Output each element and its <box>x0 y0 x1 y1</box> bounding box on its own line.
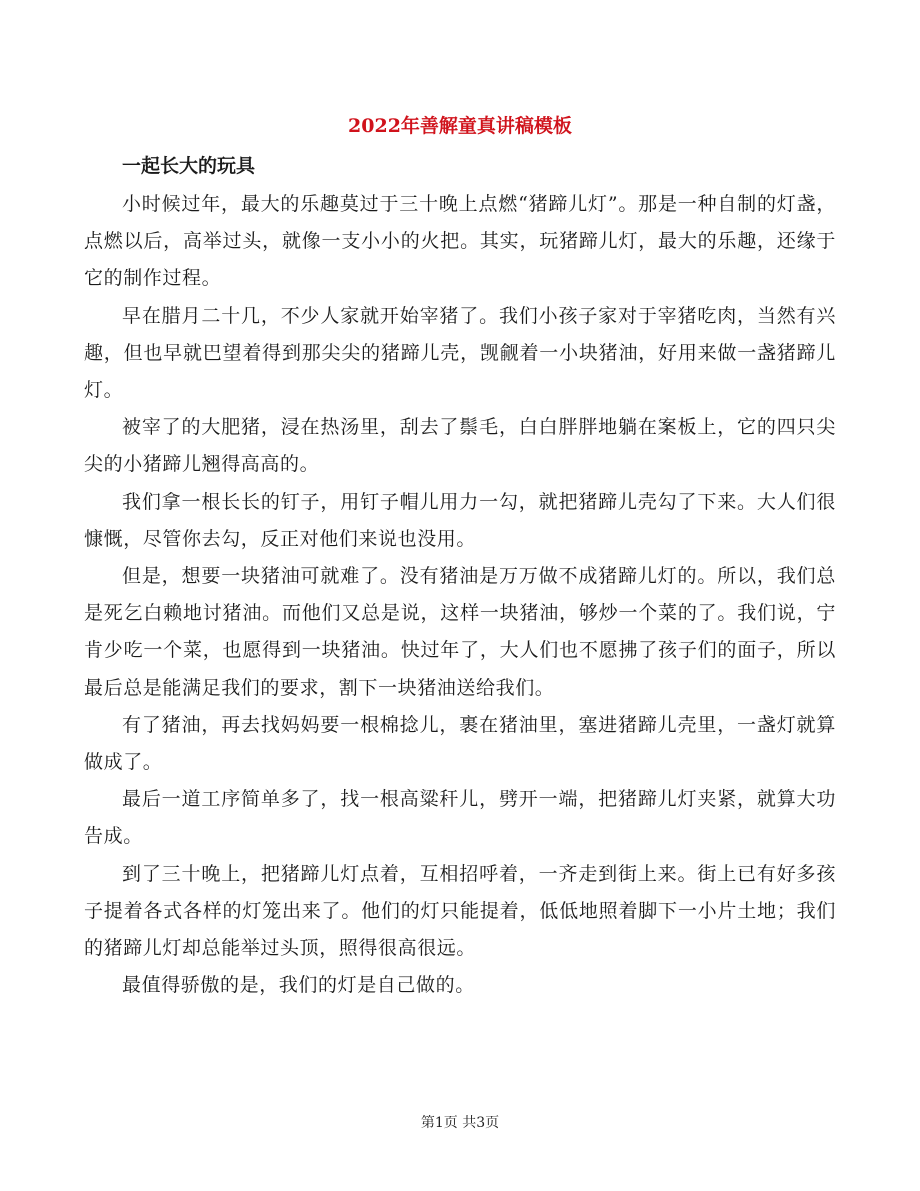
section-heading: 一起长大的玩具 <box>122 155 256 177</box>
paragraph: 小时候过年，最大的乐趣莫过于三十晚上点燃“猪蹄儿灯”。那是一种自制的灯盏，点燃以后，高举过头，就像一支小小的火把。其实，玩猪蹄儿灯，最大的乐趣，还缘于它的制作过程。 <box>84 193 836 290</box>
paragraph: 最后一道工序简单多了，找一根高粱秆儿，劈开一端，把猪蹄儿灯夹紧，就算大功告成。 <box>84 788 836 848</box>
paragraph: 最值得骄傲的是，我们的灯是自己做的。 <box>122 974 475 997</box>
paragraph: 有了猪油，再去找妈妈要一根棉捻儿，裹在猪油里，塞进猪蹄儿壳里，一盏灯就算做成了。 <box>84 713 836 774</box>
paragraph: 早在腊月二十几，不少人家就开始宰猪了。我们小孩子家对于宰猪吃肉，当然有兴趣，但也早就巴望着得到那尖尖的猪蹄儿壳，觊觎着一小块猪油，好用来做一盏猪蹄儿灯。 <box>84 304 836 402</box>
paragraph: 到了三十晚上，把猪蹄儿灯点着，互相招呼着，一齐走到街上来。街上已有好多孩子提着各式各样的灯笼出来了。他们的灯只能提着，低低地照着脚下一小片土地；我们的猪蹄儿灯却总能举过头顶，照得很高很远。 <box>84 862 836 960</box>
paragraph: 被宰了的大肥猪，浸在热汤里，刮去了鬃毛，白白胖胖地躺在案板上，它的四只尖尖的小猪蹄儿翘得高高的。 <box>84 416 836 476</box>
document-body <box>84 186 836 1004</box>
document-title: 2022年善解童真讲稿模板 <box>348 115 572 137</box>
paragraph: 我们拿一根长长的钉子，用钉子帽儿用力一勾，就把猪蹄儿壳勾了下来。大人们很慷慨，尽管你去勾，反正对他们来说也没用。 <box>84 490 836 550</box>
page-footer: 第1页 共3页 <box>420 1115 500 1131</box>
paragraph: 但是，想要一块猪油可就难了。没有猪油是万万做不成猪蹄儿灯的。所以，我们总是死乞白赖地讨猪油。而他们又总是说，这样一块猪油，够炒一个菜的了。我们说，宁肯少吃一个菜，也愿得到一块猪油。快过年了，大人们也不愿拂了孩子们的面子，所以最后总是能满足我们的要求，割下一块猪油送给我们。 <box>84 565 836 699</box>
